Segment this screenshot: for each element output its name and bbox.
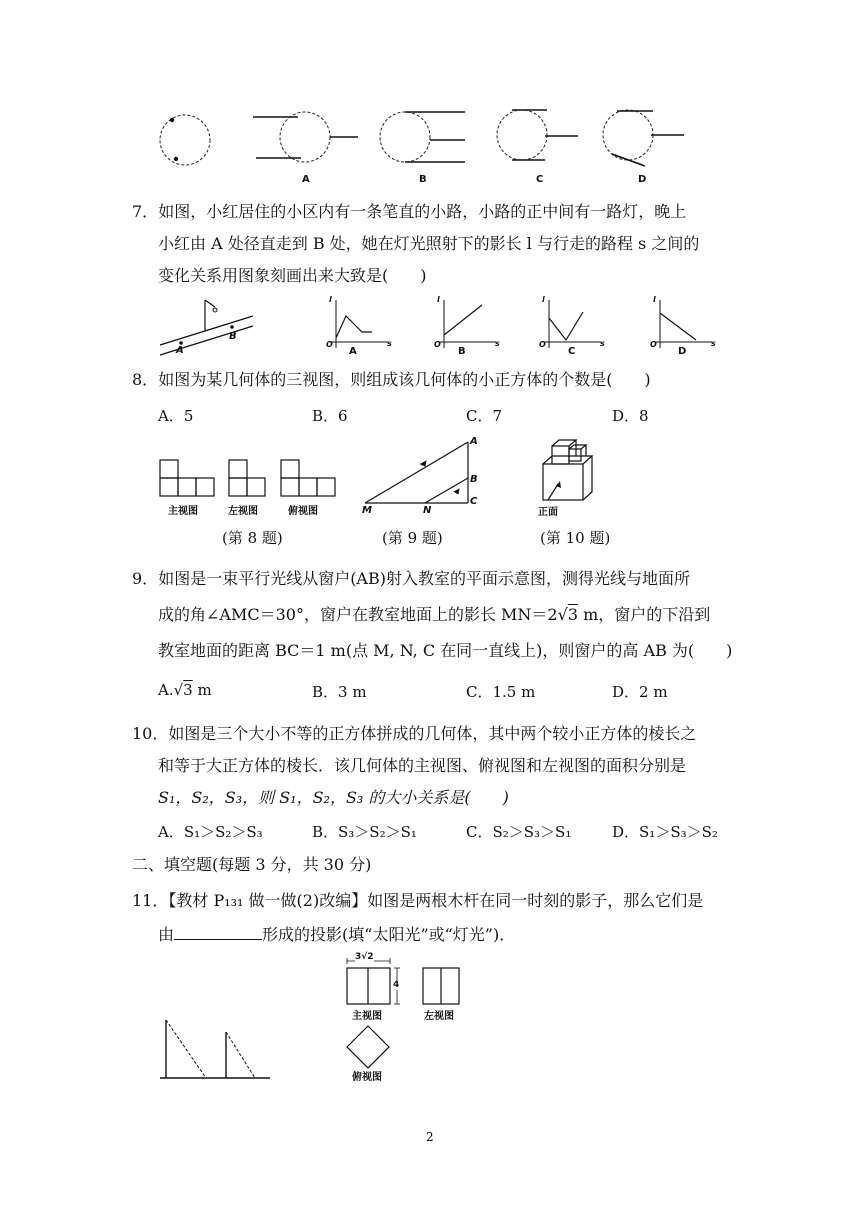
q7-line-1: 如图，小红居住的小区内有一条笔直的小路，小路的正中间有一路灯，晚上 bbox=[158, 202, 687, 221]
q9-label-c: C bbox=[470, 496, 478, 507]
q9-label-a: A bbox=[470, 436, 478, 447]
q9-sqrt-sign: √ bbox=[557, 605, 568, 624]
q9-option-b[interactable]: B．3 m bbox=[312, 683, 367, 701]
q7-option-label-b: B bbox=[458, 346, 466, 357]
q7-line-2: 小红由 A 处径直走到 B 处，她在灯光照射下的影长 l 与行走的路程 s 之间的 bbox=[158, 234, 700, 253]
q7-graph-c-y: l bbox=[542, 295, 545, 304]
q6-option-label-b: B bbox=[419, 174, 427, 185]
q7-scene-label-a: A bbox=[176, 345, 184, 356]
q9-line-2-sqrt: 3 bbox=[567, 605, 578, 624]
q9-option-a[interactable]: A.√3 m bbox=[158, 681, 212, 699]
q8-option-a[interactable]: A．5 bbox=[158, 407, 194, 425]
q12-label-front: 主视图 bbox=[352, 1011, 382, 1022]
q7-graph-d-y: l bbox=[653, 295, 656, 304]
q10-line-1: 如图是三个大小不等的正方体拼成的几何体，其中两个较小正方体的棱长之 bbox=[168, 724, 697, 743]
q10-option-b[interactable]: B．S₃＞S₂＞S₁ bbox=[312, 823, 417, 841]
section-2-title: 二、填空题(每题 3 分，共 30 分) bbox=[132, 855, 372, 874]
q9-option-c[interactable]: C．1.5 m bbox=[466, 683, 536, 701]
page-number: 2 bbox=[426, 1130, 434, 1144]
q8-label-top: 俯视图 bbox=[288, 506, 318, 517]
q10-line-2: 和等于大正方体的棱长．该几何体的主视图、俯视图和左视图的面积分别是 bbox=[158, 756, 687, 775]
q7-graph-b-y: l bbox=[437, 295, 440, 304]
q7-number: 7． bbox=[132, 202, 159, 221]
q8-text: 如图为某几何体的三视图，则组成该几何体的小正方体的个数是( ) bbox=[158, 370, 651, 389]
q10-label-front: 正面 bbox=[538, 507, 558, 518]
q8-option-d[interactable]: D．8 bbox=[612, 407, 649, 425]
q8-number: 8． bbox=[132, 370, 159, 389]
q10-option-a[interactable]: A．S₁＞S₂＞S₃ bbox=[158, 823, 263, 841]
q7-line-3: 变化关系用图象刻画出来大致是( ) bbox=[158, 266, 427, 285]
q11-line-2a: 由 bbox=[158, 925, 175, 944]
q10-option-c[interactable]: C．S₂＞S₃＞S₁ bbox=[466, 823, 572, 841]
q10-option-d[interactable]: D．S₁＞S₃＞S₂ bbox=[612, 823, 718, 841]
q9-number: 9． bbox=[132, 569, 159, 588]
q8-label-front: 主视图 bbox=[168, 506, 198, 517]
q8-label-left: 左视图 bbox=[228, 506, 258, 517]
q7-graph-c-o: O bbox=[539, 340, 546, 349]
q12-label-left: 左视图 bbox=[424, 1011, 454, 1022]
q6-option-label-c: C bbox=[536, 174, 544, 185]
q9-line-3: 教室地面的距离 BC＝1 m(点 M, N, C 在同一直线上)，则窗户的高 AB 为( ) bbox=[158, 641, 733, 660]
q11-line-1: 【教材 P₁₃₁ 做一做(2)改编】如图是两根木杆在同一时刻的影子，那么它们是 bbox=[168, 891, 704, 910]
q9-label-n: N bbox=[423, 505, 432, 516]
q7-graph-a-x: s bbox=[387, 339, 392, 348]
q7-graph-b-x: s bbox=[495, 339, 500, 348]
q9-line-2a: 成的角∠AMC＝30°，窗户在教室地面上的影长 MN＝2 bbox=[158, 605, 558, 624]
q7-option-label-c: C bbox=[568, 346, 576, 357]
q12-dim-side: 4 bbox=[393, 980, 400, 990]
q7-option-label-d: D bbox=[678, 346, 687, 357]
q12-label-top: 俯视图 bbox=[352, 1072, 382, 1083]
q10-number: 10． bbox=[132, 724, 169, 743]
q7-graph-a-o: O bbox=[326, 340, 333, 349]
q7-option-label-a: A bbox=[349, 346, 357, 357]
q10-line-3: S₁，S₂，S₃，则 S₁，S₂，S₃ 的大小关系是( ) bbox=[158, 788, 509, 807]
q11-poles bbox=[160, 1020, 270, 1078]
caption-q8: (第 8 题) bbox=[222, 529, 283, 547]
q7-graph-c-x: s bbox=[600, 339, 605, 348]
q9-option-d[interactable]: D．2 m bbox=[612, 683, 668, 701]
q9-label-m: M bbox=[362, 505, 372, 516]
q11-line-2b: 形成的投影(填“太阳光”或“灯光”)． bbox=[262, 925, 516, 944]
q9-line-1: 如图是一束平行光线从窗户(AB)射入教室的平面示意图，测得光线与地面所 bbox=[158, 569, 690, 588]
q11-number: 11． bbox=[132, 891, 169, 910]
caption-q9: (第 9 题) bbox=[382, 529, 443, 547]
caption-q10: (第 10 题) bbox=[540, 529, 611, 547]
q8-option-c[interactable]: C．7 bbox=[466, 407, 503, 425]
q7-graph-d-x: s bbox=[711, 339, 716, 348]
q7-graph-b-o: O bbox=[434, 340, 441, 349]
q7-graph-d-o: O bbox=[650, 340, 657, 349]
q7-scene-label-b: B bbox=[229, 331, 237, 342]
q12-dim-top: 3√2 bbox=[355, 952, 374, 962]
q8-option-b[interactable]: B．6 bbox=[312, 407, 348, 425]
q6-option-label-a: A bbox=[302, 174, 310, 185]
q6-option-label-d: D bbox=[638, 174, 647, 185]
q9-line-2b: m，窗户的下沿到 bbox=[578, 605, 711, 624]
q7-graph-a-y: l bbox=[329, 295, 332, 304]
q9-label-b: B bbox=[470, 474, 478, 485]
